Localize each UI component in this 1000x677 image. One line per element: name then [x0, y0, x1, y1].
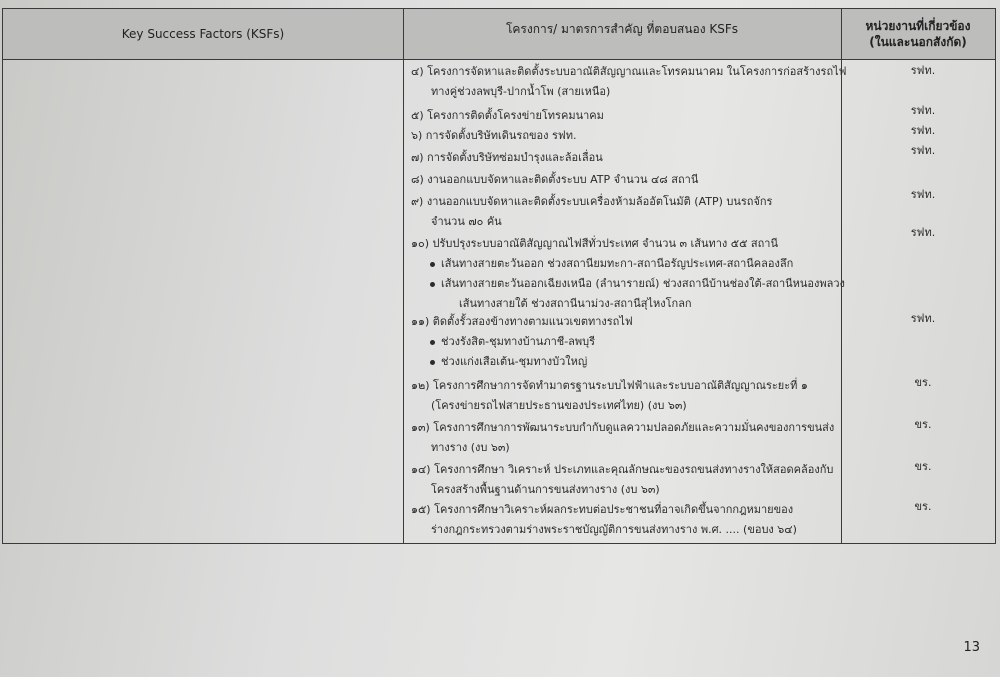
- project-item: [411, 460, 841, 500]
- table-header-row: [3, 9, 995, 60]
- project-text: โครงสร้างพื้นฐานด้านการขนส่งทางราง (งบ ๖๓): [431, 483, 660, 496]
- bullet-item: ช่วงแก่งเสือเต้น-ชุมทางบัวใหญ่: [411, 352, 841, 372]
- project-item: [411, 126, 841, 146]
- project-item: [411, 148, 841, 168]
- project-text: จำนวน ๗๐ คัน: [431, 215, 502, 228]
- project-text: (โครงข่ายรถไฟสายประธานของประเทศไทย) (งบ ๖๓): [431, 399, 687, 412]
- project-text: ๑๕) โครงการศึกษาวิเคราะห์ผลกระทบต่อประชาชนที่อาจเกิดขึ้นจากกฎหมายของ: [411, 503, 794, 516]
- agency-label: รฟท.: [910, 104, 936, 117]
- agency-label: รฟท.: [910, 226, 936, 239]
- project-text: ๕) โครงการติดตั้งโครงข่ายโทรคมนาคม: [411, 109, 604, 122]
- header-agencies: [841, 9, 995, 59]
- project-item: [411, 192, 841, 232]
- project-text: ๘) งานออกแบบจัดหาและติดตั้งระบบ ATP จำนวน ๔๘ สถานี: [411, 173, 699, 186]
- header-ksf: Key Success Factors (KSFs): [121, 27, 285, 41]
- project-text: ๙) งานออกแบบจัดหาและติดตั้งระบบเครื่องห้ามล้ออัตโนมัติ (ATP) บนรถจักร: [411, 195, 773, 208]
- project-text: ๑๓) โครงการศึกษาการพัฒนาระบบกำกับดูแลความปลอดภัยและความมั่นคงของการขนส่ง: [411, 421, 835, 434]
- agency-label: ขร.: [914, 418, 932, 431]
- bullet-item: เส้นทางสายตะวันออกเฉียงเหนือ (ลำนารายณ์) ช่วงสถานีบ้านช่องใต้-สถานีหนองพลวง: [411, 274, 841, 294]
- agency-label: รฟท.: [910, 312, 936, 325]
- header-agencies-line1: หน่วยงานที่เกี่ยวข้อง: [865, 19, 971, 33]
- agency-label: รฟท.: [910, 188, 936, 201]
- project-text: ๑๔) โครงการศึกษา วิเคราะห์ ประเภทและคุณลักษณะของรถขนส่งทางรางให้สอดคล้องกับ: [411, 463, 834, 476]
- project-item: [411, 234, 845, 314]
- project-text: ๑๑) ติดตั้งรั้วสองข้างทางตามแนวเขตทางรถไฟ: [411, 315, 633, 328]
- agency-label: รฟท.: [910, 64, 936, 77]
- project-item: [411, 62, 847, 102]
- agency-label: ขร.: [914, 376, 932, 389]
- agency-label: ขร.: [914, 500, 932, 513]
- project-item: [411, 418, 841, 458]
- bullet-item: เส้นทางสายตะวันออก ช่วงสถานียมทะกา-สถานีอรัญประเทศ-สถานีคลองลึก: [411, 254, 841, 274]
- project-text: ๗) การจัดตั้งบริษัทซ่อมบำรุงและล้อเลื่อน: [411, 151, 603, 164]
- project-text: ๔) โครงการจัดหาและติดตั้งระบบอาณัติสัญญาณและโทรคมนาคม ในโครงการก่อสร้างรถไฟ: [411, 65, 847, 78]
- project-item: [411, 106, 841, 126]
- project-text: ๖) การจัดตั้งบริษัทเดินรถของ รฟท.: [411, 129, 577, 142]
- project-item: [411, 376, 841, 416]
- bullet-item: ช่วงรังสิต-ชุมทางบ้านภาชี-ลพบุรี: [411, 332, 841, 352]
- project-text: ทางคู่ช่วงลพบุรี-ปากน้ำโพ (สายเหนือ): [431, 85, 611, 98]
- header-agencies-line2: (ในและนอกสังกัด): [869, 35, 967, 49]
- ksf-table: [2, 8, 996, 544]
- project-text: ร่างกฎกระทรวงตามร่างพระราชบัญญัติการขนส่งทางราง พ.ศ. .... (ขอบง ๖๔): [431, 523, 797, 536]
- header-projects: โครงการ/ มาตรการสำคัญ ที่ตอบสนอง KSFs: [505, 22, 739, 36]
- page-number: 13: [963, 640, 980, 655]
- project-item: [411, 312, 841, 372]
- project-text: ๑๐) ปรับปรุงระบบอาณัติสัญญาณไฟสีทั่วประเทศ จำนวน ๓ เส้นทาง ๕๕ สถานี: [411, 237, 778, 250]
- table-body: [3, 60, 995, 543]
- project-text: ทางราง (งบ ๖๓): [431, 441, 510, 454]
- project-text: ๑๒) โครงการศึกษาการจัดทำมาตรฐานระบบไฟฟ้าและระบบอาณัติสัญญาณระยะที่ ๑: [411, 379, 808, 392]
- bullet-item-continuation: เส้นทางสายใต้ ช่วงสถานีนาม่วง-สถานีสุไหงโกลก: [459, 297, 692, 310]
- project-item: [411, 500, 841, 540]
- agency-label: รฟท.: [910, 124, 936, 137]
- agency-label: ขร.: [914, 460, 932, 473]
- agency-label: รฟท.: [910, 144, 936, 157]
- project-item: [411, 170, 841, 190]
